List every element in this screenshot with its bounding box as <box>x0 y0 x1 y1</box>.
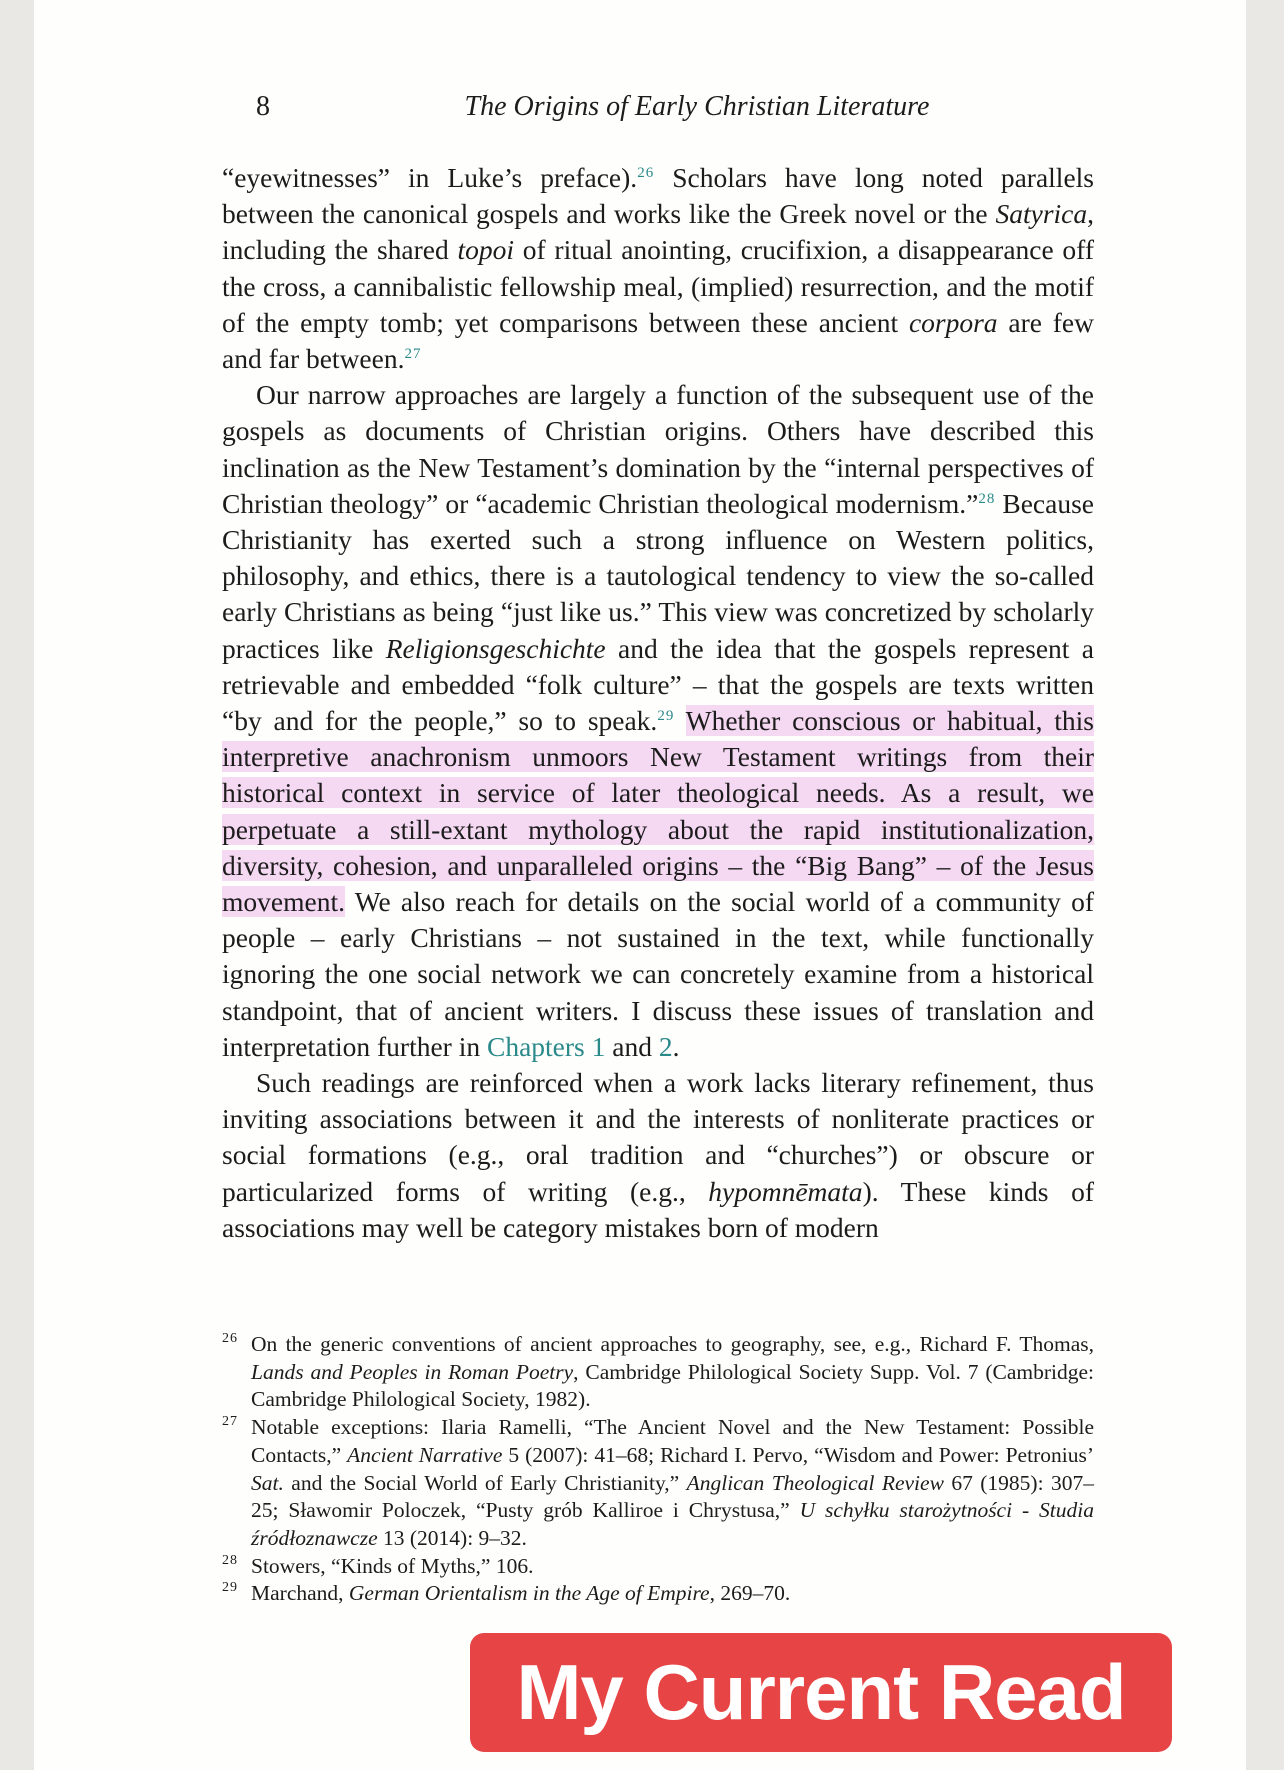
text-run: Our narrow approaches are largely a function of the subsequent use of the gospels as documents of Christian origins. Others have described this inclination as the New Testament’s domination by the “internal perspectives of Christian theology” or “academic Christian theological modernism.” <box>222 379 1094 519</box>
text-run: and <box>605 1030 659 1062</box>
chapter-2-link[interactable]: 2 <box>658 1030 673 1062</box>
italic-run: Religionsgeschichte <box>385 632 606 664</box>
my-current-read-banner: My Current Read <box>470 1633 1172 1752</box>
footnote-number: 27 <box>222 1414 238 1430</box>
running-title: The Origins of Early Christian Literature <box>464 91 930 122</box>
text-run: We also reach for details on the social world of a community of people – early Christians – not sustained in the text, while functionally ignoring the one social network we can concretely examine from a historical standpoint, that of ancient writers. I discuss these issues of translation and interpretation further in <box>222 886 1094 1062</box>
footnote-28 <box>222 1553 1094 1581</box>
footnote-ref-28[interactable]: 28 <box>978 490 996 507</box>
text-run: Stowers, “Kinds of Myths,” 106. <box>251 1553 534 1578</box>
text-run: and the idea that the gospels represent a retrievable and embedded “folk culture” – that the gospels are texts written “by and for the people,” so to speak. <box>222 632 1095 737</box>
paragraph-2 <box>222 377 1094 1065</box>
italic-run: corpora <box>908 306 998 338</box>
footnote-ref-27[interactable]: 27 <box>404 345 422 362</box>
page-number: 8 <box>256 91 270 122</box>
text-run: and the Social World of Early Christianity,” <box>283 1470 687 1495</box>
paragraph-3 <box>222 1065 1094 1246</box>
text-run: , including the shared <box>222 198 1094 266</box>
italic-run: Lands and Peoples in Roman Poetry <box>251 1359 574 1384</box>
text-run: of ritual anointing, crucifixion, a disappearance off the cross, a cannibalistic fellowship meal, (implied) resurrection, and the motif of the empty tomb; yet comparisons between these ancient <box>222 234 1094 338</box>
italic-run: Satyrica <box>995 198 1088 230</box>
footnote-26 <box>222 1331 1094 1414</box>
text-run: “eyewitnesses” in Luke’s preface). <box>222 162 638 193</box>
text-run: Marchand, <box>251 1581 349 1606</box>
highlighted-passage[interactable]: Whether conscious or habitual, this interpretive anachronism unmoors New Testament writings from their historical context in service of later theological needs. As a result, we perpetuate a still-extant mythology about the rapid institutionalization, diversity, cohesion, and unparalleled origins – the “Big Bang” – of the Jesus movement. <box>222 705 1094 918</box>
italic-run: Anglican Theological Review <box>686 1470 944 1495</box>
text-run: Because Christianity has exerted such a strong influence on Western politics, philosophy, and ethics, there is a tautological tendency to view the so-called early Christians as being “just like us.” This view was concretized by scholarly practices like <box>222 487 1094 664</box>
text-run: 13 (2014): 9–32. <box>377 1525 527 1550</box>
text-run: 67 (1985): 307–25; Sławomir Poloczek, “Pusty grób Kalliroe i Chrystusa,” <box>251 1470 1094 1523</box>
footnote-27 <box>222 1414 1094 1553</box>
page-header <box>256 90 1128 124</box>
footnote-29 <box>222 1580 1094 1608</box>
text-run: On the generic conventions of ancient approaches to geography, see, e.g., Richard F. Thomas, <box>251 1332 1094 1356</box>
text-run: Notable exceptions: Ilaria Ramelli, “The Ancient Novel and the New Testament: Possible Contacts,” <box>251 1415 1094 1467</box>
text-run: , 269–70. <box>709 1581 791 1606</box>
italic-run: Ancient Narrative <box>347 1442 503 1467</box>
text-run: , Cambridge Philological Society Supp. Vol. 7 (Cambridge: Cambridge Philological Society, 1982). <box>251 1359 1094 1412</box>
italic-run: hypomnēmata <box>708 1175 863 1207</box>
italic-run: Sat. <box>251 1470 284 1495</box>
italic-run: topoi <box>457 234 515 266</box>
footnote-number: 29 <box>222 1580 238 1596</box>
body-text <box>222 160 1094 1246</box>
paragraph-1 <box>222 160 1094 377</box>
text-run: Such readings are reinforced when a work lacks literary refinement, thus inviting associations between it and the interests of nonliterate practices or social formations (e.g., oral tradition and “churches”) or obscure or particularized forms of writing (e.g., <box>222 1067 1094 1207</box>
chapter-1-link[interactable]: Chapters 1 <box>486 1030 606 1062</box>
footnote-number: 26 <box>222 1331 238 1346</box>
footnote-ref-29[interactable]: 29 <box>657 707 675 724</box>
text-run: ). These kinds of associations may well be category mistakes born of modern <box>222 1175 1094 1243</box>
text-run: are few and far between. <box>222 306 1094 375</box>
footnote-number: 28 <box>222 1552 238 1568</box>
italic-run: German Orientalism in the Age of Empire <box>348 1581 710 1606</box>
italic-run: U schyłku starożytności - Studia źródłoznawcze <box>251 1498 1094 1550</box>
footnote-ref-26[interactable]: 26 <box>637 164 655 181</box>
text-run: Scholars have long noted parallels between the canonical gospels and works like the Greek novel or the <box>222 162 1094 230</box>
text-run: . <box>672 1030 680 1062</box>
footnotes <box>222 1331 1094 1608</box>
text-run: 5 (2007): 41–68; Richard I. Pervo, “Wisdom and Power: Petronius’ <box>502 1442 1094 1467</box>
